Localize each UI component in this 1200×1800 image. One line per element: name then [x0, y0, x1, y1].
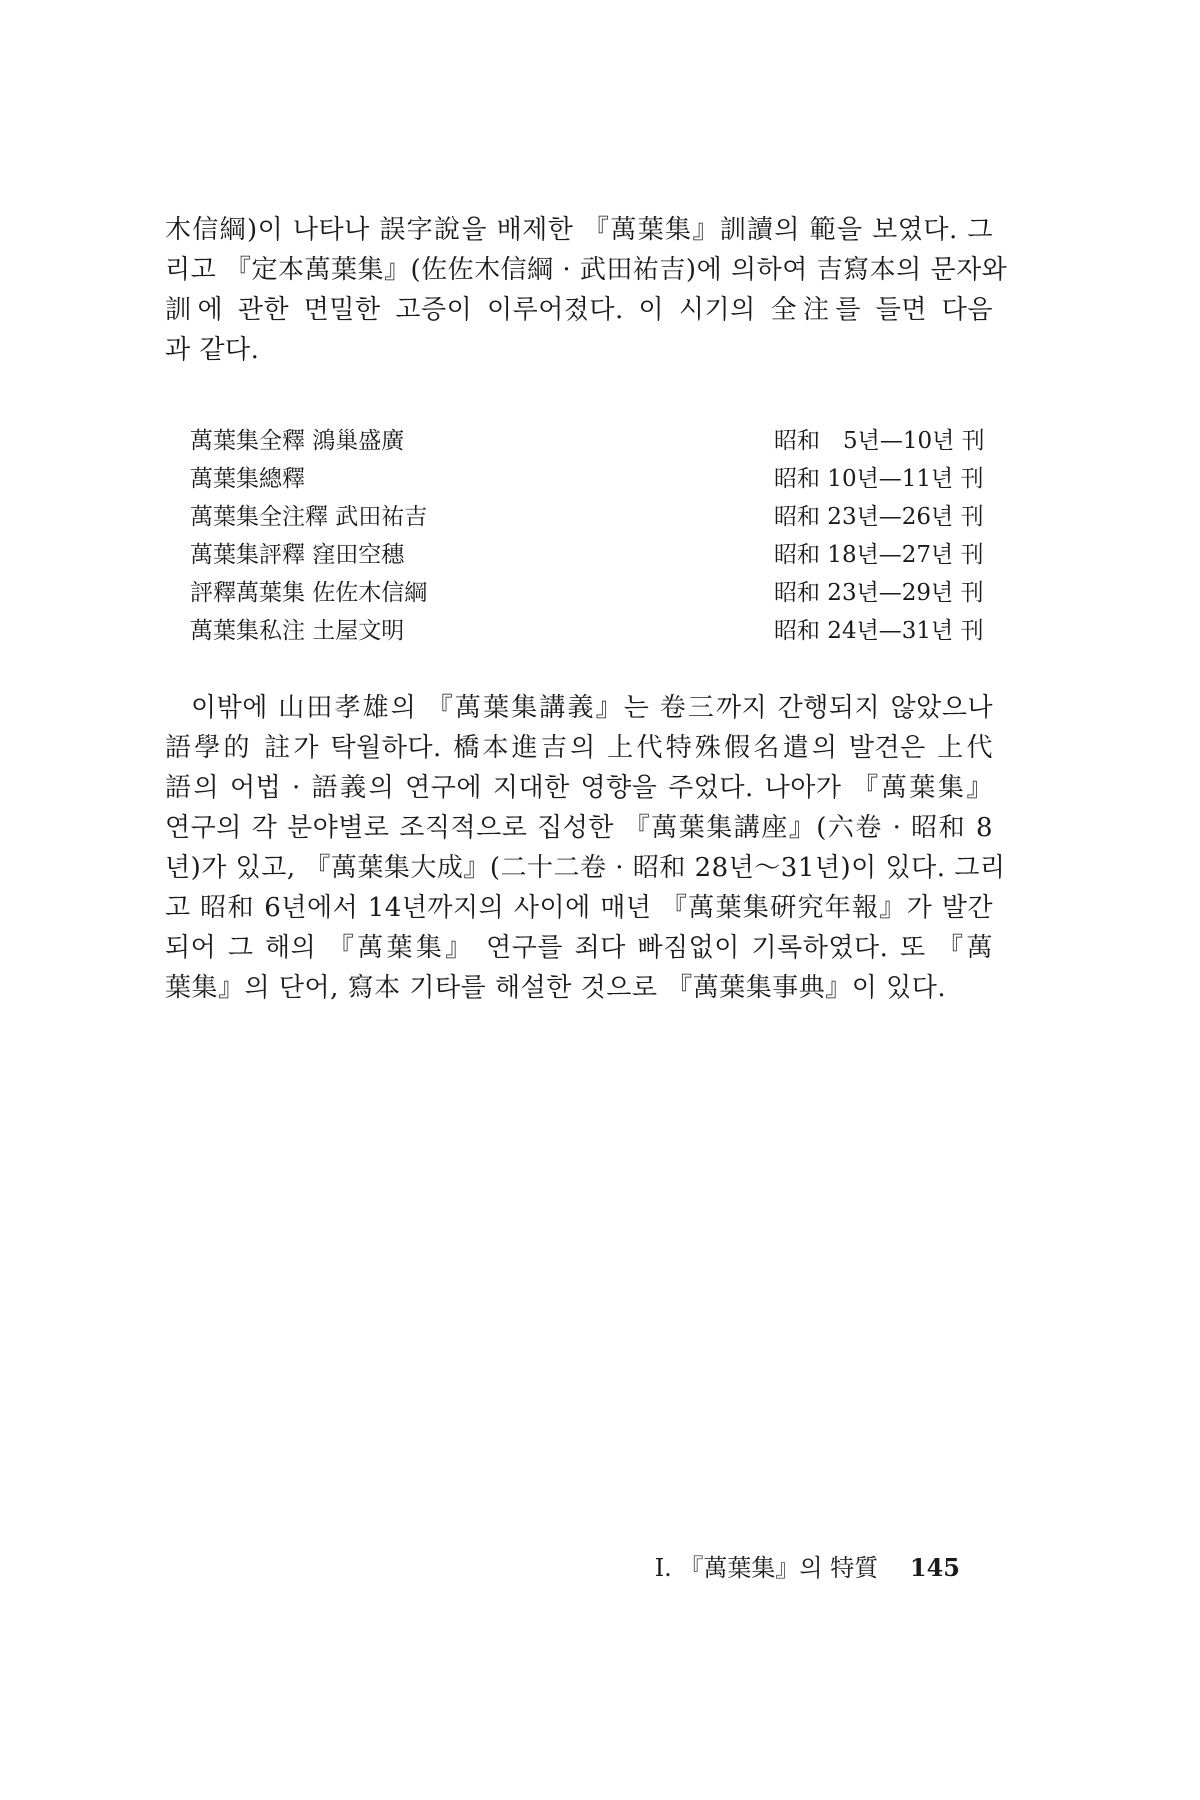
book-title: 評釋萬葉集 佐佐木信綱 — [190, 580, 428, 606]
body-paragraph — [165, 210, 1008, 370]
book-title: 萬葉集評釋 窪田空穗 — [190, 542, 405, 568]
publication-period: 昭和 23년—26년 刊 — [774, 504, 984, 530]
commentary-list — [190, 422, 990, 650]
publication-period: 昭和 18년—27년 刊 — [774, 542, 984, 568]
list-item — [190, 574, 990, 612]
book-title: 萬葉集私注 土屋文明 — [190, 618, 405, 644]
page-footer — [655, 1548, 960, 1583]
book-title: 萬葉集總釋 — [190, 466, 305, 492]
book-title: 萬葉集全注釋 武田祐吉 — [190, 504, 428, 530]
text-line: 木信綱)이 나타나 誤字說을 배제한 『萬葉集』訓讀의 範을 보였다. 그 — [165, 215, 993, 245]
text-line: 년)가 있고, 『萬葉集大成』(二十二卷 · 昭和 28년～31년)이 있다. 그리 — [165, 853, 1006, 883]
text-line: 과 같다. — [165, 335, 260, 365]
running-head: I. 『萬葉集』의 特質 — [654, 1554, 879, 1582]
page-number: 145 — [909, 1553, 960, 1582]
publication-period: 昭和 23년—29년 刊 — [774, 580, 984, 606]
text-line: 이밖에 山田孝雄의 『萬葉集講義』는 卷三까지 간행되지 않았으나 — [191, 693, 993, 723]
list-item — [190, 460, 990, 498]
list-item — [190, 536, 990, 574]
publication-period: 昭和 5년—10년 刊 — [774, 428, 985, 454]
publication-period: 昭和 24년—31년 刊 — [774, 618, 984, 644]
list-item — [190, 498, 990, 536]
text-line: 연구의 각 분야별로 조직적으로 집성한 『萬葉集講座』(六卷 · 昭和 8 — [165, 813, 993, 843]
book-title: 萬葉集全釋 鴻巢盛廣 — [190, 428, 405, 454]
list-item — [190, 612, 990, 650]
list-item — [190, 422, 990, 460]
text-line: 고 昭和 6년에서 14년까지의 사이에 매년 『萬葉集硏究年報』가 발간 — [165, 893, 993, 923]
text-line: 語의 어법 · 語義의 연구에 지대한 영향을 주었다. 나아가 『萬葉集』 — [165, 773, 993, 803]
text-line: 訓에 관한 면밀한 고증이 이루어졌다. 이 시기의 全注를 들면 다음 — [165, 295, 993, 325]
text-line: 되어 그 해의 『萬葉集』 연구를 죄다 빠짐없이 기록하였다. 또 『萬 — [165, 933, 993, 963]
publication-period: 昭和 10년—11년 刊 — [774, 466, 984, 492]
text-line: 葉集』의 단어, 寫本 기타를 해설한 것으로 『萬葉集事典』이 있다. — [165, 973, 947, 1003]
body-paragraph — [165, 688, 1006, 1008]
text-line: 리고 『定本萬葉集』(佐佐木信綱 · 武田祐吉)에 의하여 吉寫本의 문자와 — [165, 255, 1008, 285]
text-line: 語學的 註가 탁월하다. 橋本進吉의 上代特殊假名遣의 발견은 上代 — [165, 733, 993, 763]
